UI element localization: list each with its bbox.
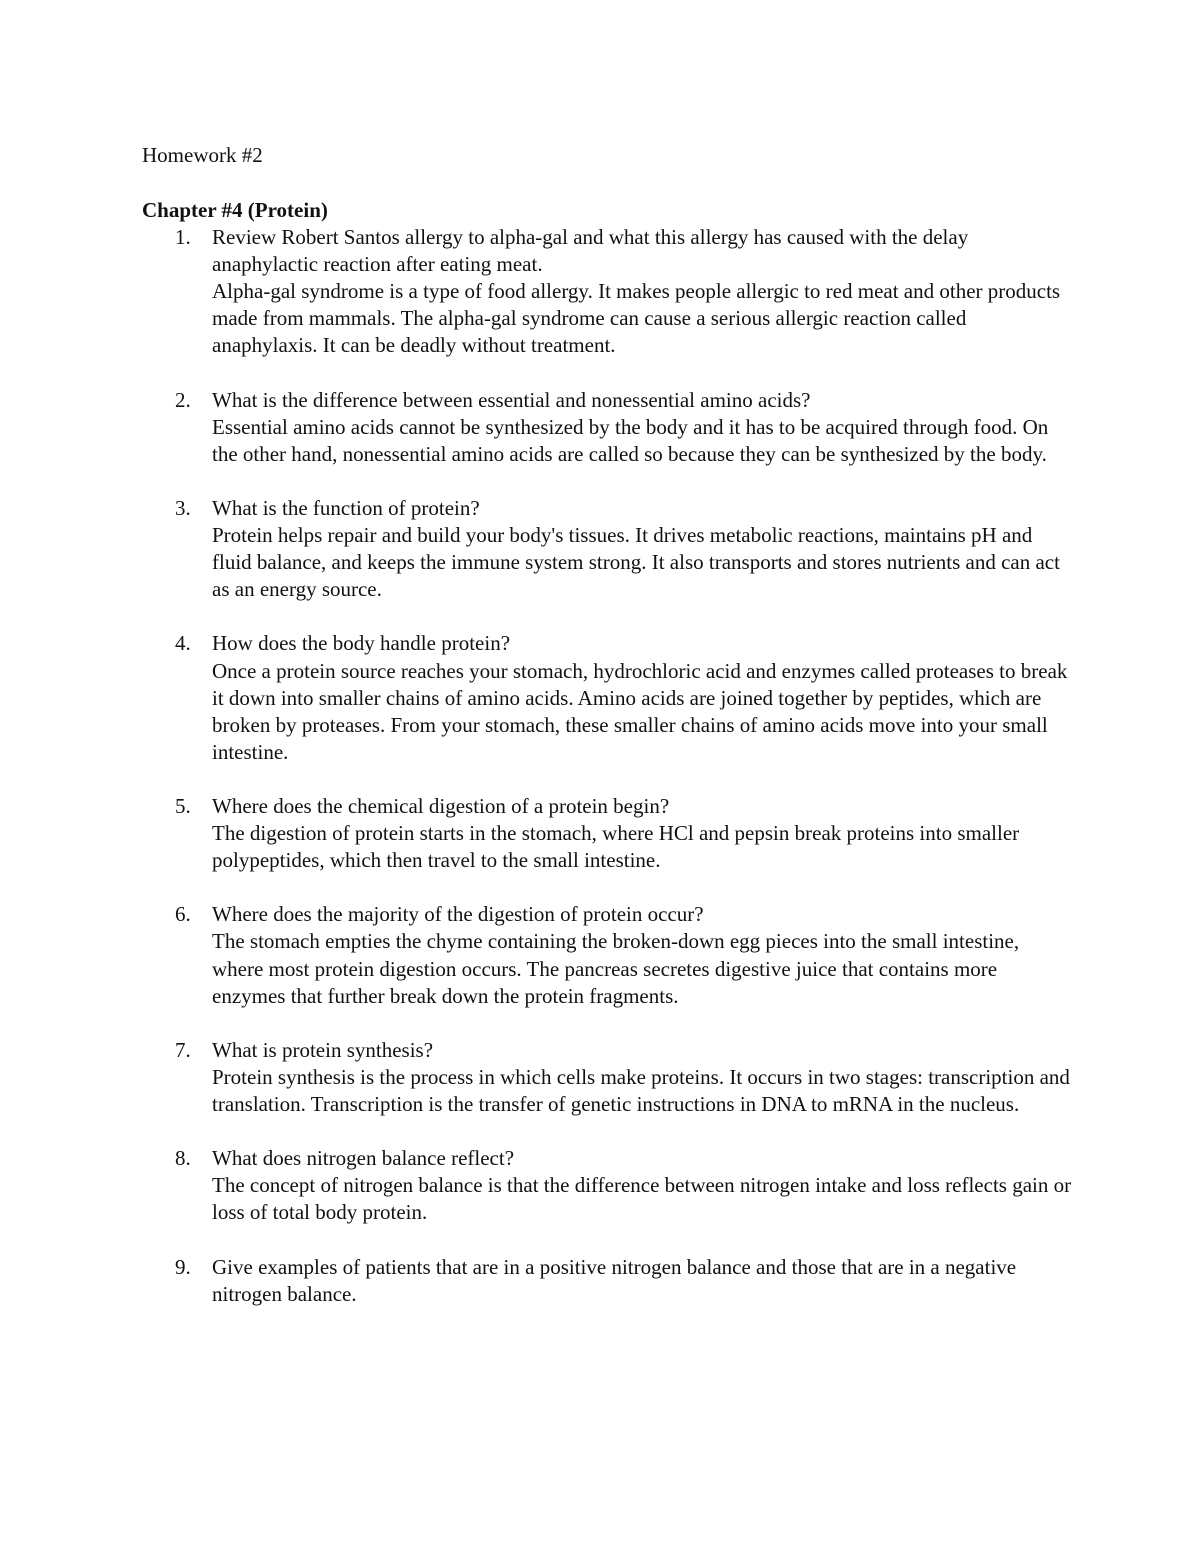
chapter-heading: Chapter #4 (Protein) (142, 198, 328, 222)
answer-text: The concept of nitrogen balance is that the difference between nitrogen intake and loss reflects gain or loss of total body protein. (212, 1173, 1072, 1225)
answer-text: Alpha-gal syndrome is a type of food allergy. It makes people allergic to red meat and other products made from mammals. The alpha-gal syndrome can cause a serious allergic reaction called anaphylaxis. It can be deadly without treatment. (212, 279, 1061, 358)
question-number: 7. (175, 1037, 191, 1062)
question-item-6 (142, 901, 1072, 1009)
question-number: 8. (175, 1146, 191, 1171)
question-text: What is the difference between essential and nonessential amino acids? (212, 387, 811, 412)
answer-text: Essential amino acids cannot be synthesized by the body and it has to be acquired through food. On the other hand, nonessential amino acids are called so because they can be synthesized by the body. (212, 414, 1049, 466)
question-item-1 (142, 224, 1072, 359)
question-item-8 (142, 1145, 1072, 1226)
question-item-9 (142, 1254, 1072, 1308)
question-number: 2. (175, 387, 191, 412)
question-item-5 (142, 793, 1072, 874)
question-number: 3. (175, 495, 191, 520)
answer-text: The stomach empties the chyme containing the broken-down egg pieces into the small intestine, where most protein digestion occurs. The pancreas secretes digestive juice that contains more enzymes that further break down the protein fragments. (212, 929, 1020, 1008)
question-text: Give examples of patients that are in a positive nitrogen balance and those that are in a negative nitrogen balance. (212, 1254, 1017, 1306)
question-item-4 (142, 630, 1072, 765)
answer-text: Protein synthesis is the process in which cells make proteins. It occurs in two stages: transcription and translation. Transcription is the transfer of genetic instructions in DNA to mRNA in the nucleus. (212, 1064, 1070, 1116)
question-number: 4. (175, 631, 191, 656)
answer-text: The digestion of protein starts in the stomach, where HCl and pepsin break proteins into smaller polypeptides, which then travel to the small intestine. (212, 821, 1020, 873)
question-text: What is the function of protein? (212, 495, 480, 520)
question-item-7 (142, 1037, 1072, 1118)
question-number: 6. (175, 902, 191, 927)
question-item-2 (142, 387, 1072, 468)
question-number: 9. (175, 1254, 191, 1279)
answer-text: Once a protein source reaches your stomach, hydrochloric acid and enzymes called proteases to break it down into smaller chains of amino acids. Amino acids are joined together by peptides, which are broken by proteases. From your stomach, these smaller chains of amino acids move into your small intestine. (212, 658, 1068, 764)
question-text: How does the body handle protein? (212, 631, 511, 656)
document-title: Homework #2 (142, 143, 263, 167)
question-text: Where does the chemical digestion of a protein begin? (212, 793, 670, 818)
question-number: 5. (175, 793, 191, 818)
question-text: Review Robert Santos allergy to alpha-gal and what this allergy has caused with the delay anaphylactic reaction after eating meat. (212, 225, 969, 277)
question-text: What is protein synthesis? (212, 1037, 434, 1062)
answer-text: Protein helps repair and build your body's tissues. It drives metabolic reactions, maintains pH and fluid balance, and keeps the immune system strong. It also transports and stores nutrients and can act as an energy source. (212, 523, 1060, 602)
question-text: What does nitrogen balance reflect? (212, 1146, 515, 1171)
question-list (142, 224, 1072, 1335)
question-number: 1. (175, 225, 191, 249)
question-text: Where does the majority of the digestion of protein occur? (212, 902, 704, 927)
question-item-3 (142, 495, 1072, 603)
